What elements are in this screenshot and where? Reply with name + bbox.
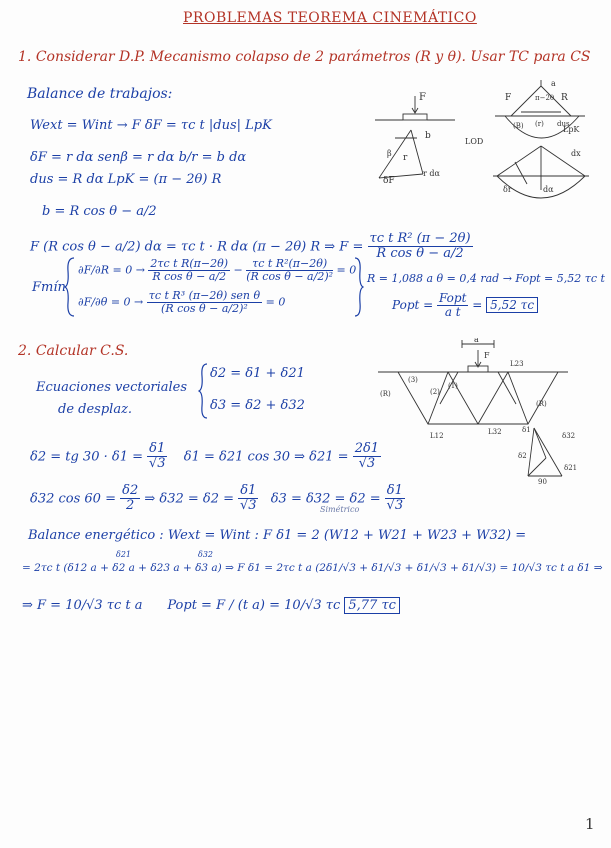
fmin-brace bbox=[64, 256, 76, 318]
fmin-row2-lhs: ∂F/∂θ = 0 → bbox=[78, 295, 144, 309]
problem2-line4b: Popt = F / (t a) = 10/√3 τc bbox=[167, 598, 341, 613]
problem2-line2-frac3-den: √3 bbox=[386, 498, 404, 514]
problem1-text: Considerar D.P. Mecanismo colapso de 2 parámetros (R y θ). Usar TC para CS bbox=[35, 49, 591, 65]
fmin-row2 bbox=[78, 290, 285, 315]
problem2-line2-frac2-num: δ1 bbox=[240, 483, 257, 498]
fmin-row1-frac1-num: 2τc t R(π−2θ) bbox=[150, 257, 229, 270]
problem2-line1b: δ1 = δ21 cos 30 ⇒ δ21 = bbox=[183, 449, 349, 465]
problem1-popt-den: a t bbox=[444, 305, 461, 320]
fmin-row2-frac-num: τc t R³ (π−2θ) sen θ bbox=[148, 289, 261, 302]
fmin-row1 bbox=[78, 258, 356, 283]
fig4-label-L12: L12 bbox=[430, 432, 444, 440]
symmetric-note: Simétrico bbox=[320, 505, 360, 514]
problem1-result-box: 5,52 τc bbox=[486, 297, 538, 313]
fig5-label-90: 90 bbox=[538, 478, 547, 486]
fmin-row1-frac1 bbox=[148, 258, 230, 283]
problem2-line2-frac2-den: √3 bbox=[239, 498, 257, 514]
problem1-eq3: dus = R dα LpK = (π − 2θ) R bbox=[30, 172, 222, 187]
fmin-row1-minus: − bbox=[233, 263, 243, 277]
problem2-line2-frac bbox=[120, 484, 140, 514]
fig2-label-LOD: LOD bbox=[465, 137, 484, 146]
fig5-label-d21: δ21 bbox=[564, 464, 578, 472]
problem1-number: 1. bbox=[18, 49, 32, 65]
problem2-line4a: ⇒ F = 10/√3 τc t a bbox=[22, 598, 143, 613]
fmin-row2-frac-den: (R cos θ − a/2)² bbox=[161, 302, 248, 316]
fmin-row1-frac1-den: R cos θ − a/2 bbox=[152, 270, 227, 284]
problem2-line1-frac2 bbox=[353, 442, 381, 472]
problem2-statement bbox=[18, 343, 128, 359]
problem2-line2b: ⇒ δ32 = δ2 = bbox=[144, 491, 235, 507]
fig4-label-n1: (1) bbox=[448, 382, 458, 390]
problem1-eq1: Wext = Wint → F δF = τc t |dus| LpK bbox=[30, 118, 272, 133]
problem2-line2c: δ3 = δ32 = δ2 = bbox=[270, 491, 381, 507]
problem2-line2-frac3-num: δ1 bbox=[386, 483, 403, 498]
fmin-row1-frac2 bbox=[246, 258, 333, 283]
fmin-row2-end: = 0 bbox=[265, 295, 286, 309]
problem2-line1a: δ2 = tg 30 · δ1 = bbox=[30, 449, 143, 465]
fig4-label-n2: (2) bbox=[430, 388, 440, 396]
problem1-eq5-den: R cos θ − a/2 bbox=[376, 246, 464, 262]
problem2-line1-frac2-den: √3 bbox=[358, 456, 376, 472]
fmin-close-brace bbox=[354, 256, 364, 318]
problem1-popt-num: Fopt bbox=[439, 291, 467, 305]
fig2-label-F: F bbox=[505, 93, 512, 103]
fig1-label-F: F bbox=[419, 92, 426, 103]
fig1-label-dF: δF bbox=[383, 176, 395, 186]
fig3-label-dx: dx bbox=[571, 149, 581, 158]
problem2-number: 2. bbox=[18, 343, 32, 359]
fig4-label-R2: (R) bbox=[380, 390, 391, 398]
problem2-line3-over2: δ32 bbox=[198, 550, 213, 559]
problem1-eq5-lhs: F (R cos θ − a/2) dα = τc t · R dα (π − 2θ) R ⇒ F = bbox=[30, 239, 364, 255]
fig1-label-beta: β bbox=[387, 149, 392, 158]
fig4-label-n3: (3) bbox=[408, 376, 418, 384]
fig2-label-r: (r) bbox=[535, 120, 544, 128]
problem1-diagrams bbox=[365, 80, 611, 200]
problem1-statement bbox=[18, 49, 591, 65]
fig2-label-a: a bbox=[551, 80, 556, 88]
problem2-line1-frac-den: √3 bbox=[148, 456, 166, 472]
problem1-popt: Popt = $\frac{\text{Fopt}}{\text{a t}}$ = 5,52 τc bbox=[392, 292, 538, 319]
fmin-row1-end: = 0 bbox=[336, 263, 357, 277]
fig4-label-F: F bbox=[484, 351, 490, 360]
problem1-popt-frac bbox=[437, 292, 468, 319]
fig4-label-a: a bbox=[474, 338, 479, 344]
problem1-eq4: b = R cos θ − a/2 bbox=[42, 204, 157, 219]
problem2-result-box: 5,77 τc bbox=[344, 597, 400, 614]
vec-brace bbox=[198, 362, 208, 420]
fig3-label-dalpha: dα bbox=[543, 185, 554, 194]
problem2-line3: = 2τc t (δ12 a + δ2 a + δ23 a + δ3 a) ⇒ F δ1 = 2τc t a (2δ1/√3 + δ1/√3 + δ1/√3 + δ1/√3) = 10/√3 τc t a δ1 ⇒ bbox=[22, 562, 603, 574]
fig2-label-R: R bbox=[561, 93, 568, 103]
problem2-text: Calcular C.S. bbox=[35, 343, 129, 359]
problem1-eq5-fraction bbox=[368, 232, 473, 262]
problem2-line1 bbox=[30, 442, 381, 472]
fig4-label-L23: L23 bbox=[510, 360, 524, 368]
fig3-label-dR: δr bbox=[503, 185, 512, 194]
problem2-line2a: δ32 cos 60 = bbox=[30, 491, 116, 507]
problem2-line3-over1: δ21 bbox=[116, 550, 131, 559]
fmin-row1-frac2-den: (R cos θ − a/2)² bbox=[246, 270, 334, 284]
fig4-label-L32: L32 bbox=[488, 428, 502, 436]
fig4-label-R: (R) bbox=[536, 400, 547, 408]
fig1-label-r: r bbox=[403, 153, 408, 163]
fmin-row1-lhs: ∂F/∂R = 0 → bbox=[78, 263, 145, 277]
fig2-label-B: (B) bbox=[513, 122, 524, 130]
page-number: 1 bbox=[585, 815, 595, 833]
problem2-line1-frac2-num: 2δ1 bbox=[354, 441, 380, 456]
problem2-vec-heading-2: de desplaz. bbox=[58, 402, 133, 417]
problem1-result-line: R = 1,088 a θ = 0,4 rad → Fopt = 5,52 τc t bbox=[367, 272, 605, 285]
fmin-row1-frac2-num: τc t R²(π−2θ) bbox=[246, 258, 333, 271]
fig1-label-rdalpha: r dα bbox=[423, 169, 440, 178]
problem2-diagrams bbox=[378, 338, 578, 488]
fig2-label-LpK: LpK bbox=[563, 125, 580, 134]
fig5-label-d2: δ2 bbox=[518, 452, 527, 460]
fig2-label-dus: dus bbox=[557, 120, 570, 128]
fmin-label: Fmín bbox=[32, 280, 66, 295]
problem2-line1-frac bbox=[147, 442, 167, 472]
page-title: PROBLEMAS TEOREMA CINEMÁTICO bbox=[183, 10, 477, 26]
fig5-label-d1: δ1 bbox=[522, 426, 531, 434]
problem1-popt-label: Popt = bbox=[392, 298, 434, 313]
problem2-vec-heading-1: Ecuaciones vectoriales bbox=[36, 380, 188, 395]
problem2-line2-frac-den: 2 bbox=[126, 498, 135, 514]
fig5-label-d32: δ32 bbox=[562, 432, 576, 440]
problem2-balance: Balance energético : Wext = Wint : F δ1 = 2 (W12 + W21 + W23 + W32) = bbox=[28, 528, 527, 543]
problem2-line2-frac2 bbox=[238, 484, 258, 514]
fmin-row2-frac bbox=[147, 290, 262, 315]
problem2-line2-frac-num: δ2 bbox=[122, 483, 139, 498]
problem2-vec-eq1: δ2 = δ1 + δ21 bbox=[210, 366, 305, 381]
problem2-line4 bbox=[22, 598, 400, 613]
problem2-line1-frac-num: δ1 bbox=[149, 441, 166, 456]
fig2-label-pi2theta: π−2θ bbox=[535, 94, 555, 102]
fig1-label-b: b bbox=[425, 131, 431, 141]
problem1-eq5-num: τc t R² (π − 2θ) bbox=[369, 231, 471, 246]
problem1-eq2: δF = r dα senβ = r dα b/r = b dα bbox=[30, 150, 247, 165]
problem2-vec-eq2: δ3 = δ2 + δ32 bbox=[210, 398, 305, 413]
problem2-line2-frac3 bbox=[385, 484, 405, 514]
problem1-balance-heading: Balance de trabajos: bbox=[27, 86, 173, 102]
